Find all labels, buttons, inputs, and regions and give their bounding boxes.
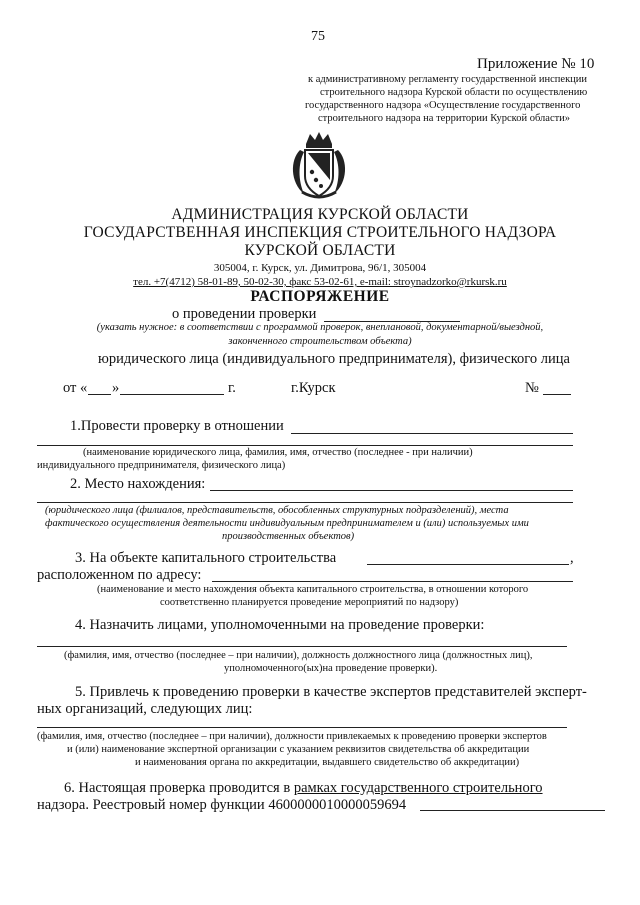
document-title: РАСПОРЯЖЕНИЕ [250, 288, 390, 305]
entity-type: юридического лица (индивидуального предпринимателя), физического лица [98, 351, 570, 367]
item-2-field[interactable] [210, 490, 573, 491]
subject-hint-2: законченного строительством объекта) [228, 336, 412, 347]
item-2-note-2: фактического осуществления деятельности индивидуальным предпринимателем и (или) используемых ими [45, 518, 529, 529]
item-5-label-2: ных организаций, следующих лиц: [37, 701, 253, 717]
document-subject: о проведении проверки [172, 306, 317, 322]
item-4-note-2: уполномоченного(ых)на проведение проверки). [224, 663, 438, 674]
item-4-field[interactable] [37, 646, 567, 647]
item-3-note-1: (наименование и место нахождения объекта капитального строительства, в отношении которого [97, 584, 529, 595]
appendix-line-4: строительного надзора на территории Курской области» [318, 113, 571, 124]
item-5-label-1: 5. Привлечь к проведению проверки в качестве экспертов представителей эксперт- [75, 684, 587, 700]
item-2-note-1: (юридического лица (филиалов, представительств, обособленных структурных подразделений), места [45, 505, 509, 516]
item-3-label: 3. На объекте капитального строительства [75, 550, 337, 566]
item-6-text-start: 6. Настоящая проверка проводится в [64, 780, 294, 796]
org-contacts: тел. +7(4712) 58-01-89, 50-02-30, факс 53-02-61, e-mail: stroynadzorko@rkursk.ru [133, 276, 507, 288]
city-name: г.Курск [291, 380, 336, 396]
coat-of-arms-icon [288, 130, 350, 200]
item-3-comma: , [570, 550, 574, 566]
item-1-label: 1.Провести проверку в отношении [70, 418, 284, 434]
date-close-quote: » [112, 380, 120, 396]
item-5-note-3: и наименования органа по аккредитации, выдавшего свидетельство об аккредитации) [135, 757, 520, 768]
number-label: № [525, 380, 539, 396]
date-day-field[interactable] [88, 394, 111, 395]
appendix-line-3: государственного надзора «Осуществление государственного [305, 100, 581, 111]
item-4-label: 4. Назначить лицами, уполномоченными на проведение проверки: [75, 617, 485, 633]
page-number: 75 [311, 29, 325, 44]
org-name-3: КУРСКОЙ ОБЛАСТИ [244, 242, 396, 259]
item-1-field[interactable] [291, 433, 573, 434]
date-from: от « [63, 380, 88, 396]
item-6-line-1 [64, 780, 543, 797]
date-year-suffix: г. [228, 380, 236, 396]
item-5-note-2: и (или) наименование экспертной организации с указанием реквизитов свидетельства об аккредитации [67, 744, 530, 755]
org-address: 305004, г. Курск, ул. Димитрова, 96/1, 305004 [213, 262, 427, 274]
appendix-line-2: строительного надзора Курской области по осуществлению [320, 87, 588, 98]
item-2-label: 2. Место нахождения: [70, 476, 206, 492]
item-3-object-field[interactable] [367, 564, 569, 565]
appendix-title: Приложение № 10 [477, 56, 595, 72]
item-6-line-2: надзора. Реестровый номер функции 4600000010000059694 [37, 797, 407, 813]
item-1-note-1: (наименование юридического лица, фамилия, имя, отчество (последнее - при наличии) [83, 447, 473, 458]
item-1-note-2: индивидуального предпринимателя, физического лица) [37, 460, 286, 471]
date-month-field[interactable] [120, 394, 224, 395]
subject-hint-1: (указать нужное: в соответствии с программой проверок, внеплановой, документарной/выездной, [96, 322, 544, 333]
item-6-underlined-text: рамках государственного строительного [293, 780, 543, 796]
number-field[interactable] [543, 394, 571, 395]
item-5-field[interactable] [37, 727, 567, 728]
item-6-trailing-line [420, 810, 605, 811]
item-3-address-label: расположенном по адресу: [37, 567, 202, 583]
appendix-line-1: к административному регламенту государственной инспекции [308, 74, 588, 85]
item-5-note-1: (фамилия, имя, отчество (последнее – при наличии), должности привлекаемых к проведению проверки экспертов [37, 731, 547, 742]
item-1-field-line-2[interactable] [37, 445, 573, 446]
item-3-note-2: соответственно планируется проведение мероприятий по надзору) [160, 597, 459, 608]
org-name-1: АДМИНИСТРАЦИЯ КУРСКОЙ ОБЛАСТИ [171, 206, 469, 223]
item-2-field-line-2[interactable] [37, 502, 573, 503]
item-4-note-1: (фамилия, имя, отчество (последнее – при наличии), должность должностного лица (должностных лиц), [64, 650, 533, 661]
item-2-note-3: производственных объектов) [222, 531, 355, 542]
item-3-address-field[interactable] [212, 581, 573, 582]
org-name-2: ГОСУДАРСТВЕННАЯ ИНСПЕКЦИЯ СТРОИТЕЛЬНОГО НАДЗОРА [83, 224, 557, 241]
